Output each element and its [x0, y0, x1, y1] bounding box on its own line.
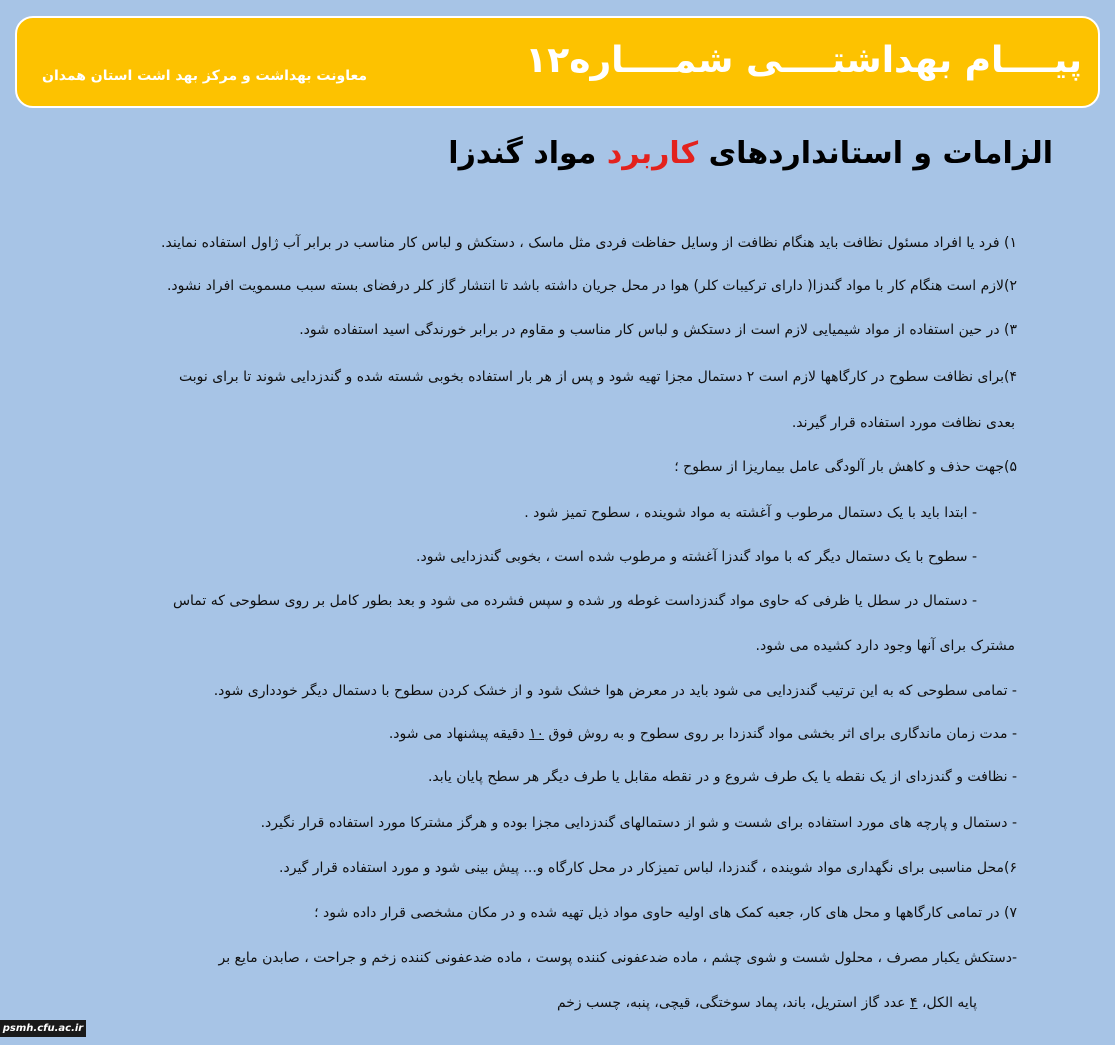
title-part-1: الزامات و استانداردهای	[698, 136, 1053, 171]
sub-item-3: - دستمال در سطل یا ظرفی که حاوی مواد گندزداست غوطه ور شده و سپس فشرده می شود و بعد بطور کامل بر روی سطوحی که تماس	[172, 593, 977, 609]
header-banner	[15, 16, 1100, 108]
sub-item-1: - ابتدا باید با یک دستمال مرطوب و آغشته به مواد شوینده ، سطوح تمیز شود .	[524, 505, 977, 521]
item-7-list: -دستکش یکبار مصرف ، محلول شست و شوی چشم ، ماده ضدعفونی کننده پوست ، ماده ضدعفونی کننده زخم و جراحت ، صابدن مایع بر	[218, 950, 1017, 966]
page-title	[448, 132, 1053, 176]
dash-item-1: - تمامی سطوحی که به این ترتیب گندزدایی می شود باید در معرض هوا خشک شود و از خشک کردن سطوح با دستمال دیگر خودداری شود.	[213, 683, 1017, 699]
item-6: ۶)محل مناسبی برای نگهداری مواد شوینده ، گندزدا، لباس تمیزکار در محل کارگاه و... پیش بینی شود و مورد استفاده قرار گیرد.	[279, 860, 1017, 876]
item-1: ۱) فرد یا افراد مسئول نظافت باید هنگام نظافت از وسایل حفاظت فردی مثل ماسک ، دستکش و لباس کار مناسب در برابر آب ژاول استفاده نمایند.	[161, 235, 1017, 251]
item-3: ۳) در حین استفاده از مواد شیمیایی لازم است از دستکش و لباس کار مناسب و مقاوم در برابر خورندگی اسید استفاده شود.	[299, 322, 1017, 338]
dash-item-2	[389, 723, 1017, 745]
dash-item-2-text-b: دقیقه پیشنهاد می شود.	[388, 726, 529, 742]
banner-title: پیــــام بهداشتــــی شمــــاره۱۲	[525, 40, 1082, 81]
dash-item-4: - دستمال و پارچه های مورد استفاده برای شست و شو از دستمالهای گندزدایی مجزا بوده و هرگز مشترکا مورد استفاده قرار نگیرد.	[260, 815, 1017, 831]
dash-item-3: - نظافت و گندزدای از یک نقطه یا یک طرف شروع و در نقطه مقابل یا طرف دیگر هر سطح پایان یابد.	[427, 769, 1017, 785]
item-7-text-a: پایه الکل،	[917, 995, 977, 1011]
item-7-text-b: عدد گاز استریل، باند، پماد سوختگی، قیچی، پنبه، چسب زخم	[556, 995, 910, 1011]
item-7-list-continued	[557, 992, 977, 1014]
dash-item-2-text-a: - مدت زمان ماندگاری برای اثر بخشی مواد گندزدا بر روی سطوح و به روش فوق	[544, 726, 1017, 742]
banner-subtitle: معاونت بهداشت و مرکز بهد اشت استان همدان	[42, 68, 368, 84]
item-4-continued: بعدی نظافت مورد استفاده قرار گیرند.	[791, 415, 1015, 431]
dash-item-2-minutes: ۱۰	[529, 726, 545, 742]
sub-item-3-continued: مشترک برای آنها وجود دارد کشیده می شود.	[755, 638, 1015, 654]
title-part-3: مواد گندزا	[448, 136, 607, 171]
item-5: ۵)جهت حذف و کاهش بار آلودگی عامل بیماریزا از سطوح ؛	[674, 459, 1017, 475]
title-accent-word: کاربرد	[606, 136, 699, 171]
item-7-count: ۴	[909, 995, 918, 1011]
item-4: ۴)برای نظافت سطوح در کارگاهها لازم است ۲ دستمال مجزا تهیه شود و پس از هر بار استفاده بخوبی شسته شده و گندزدایی شوند تا برای نوبت	[178, 369, 1017, 385]
sub-item-2: - سطوح با یک دستمال دیگر که با مواد گندزا آغشته و مرطوب شده است ، بخوبی گندزدایی شود.	[416, 549, 977, 565]
item-7: ۷) در تمامی کارگاهها و محل های کار، جعبه کمک های اولیه حاوی مواد ذیل تهیه شده و در مکان مشخصی قرار داده شود ؛	[314, 905, 1017, 921]
source-watermark: psmh.cfu.ac.ir	[0, 1020, 86, 1037]
item-2: ۲)لازم است هنگام کار با مواد گندزا( دارای ترکیبات کلر) هوا در محل جریان داشته باشد تا انتشار گاز کلر درفضای بسته سبب مسمویت افراد نشود.	[166, 278, 1017, 294]
